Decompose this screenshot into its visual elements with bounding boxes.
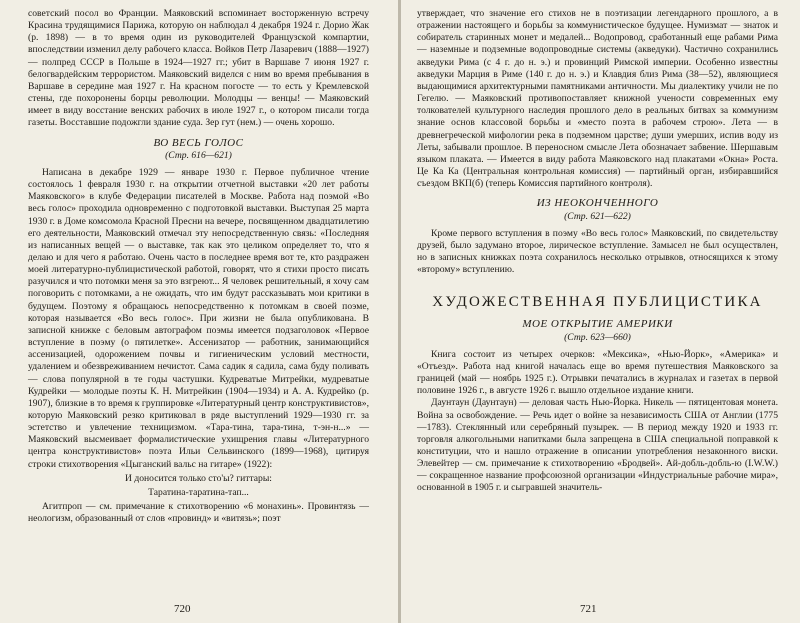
poem-line-2: Таратина-таратина-тап...	[148, 486, 249, 498]
left-paragraph-bottom: Агитпроп — см. примечание к стихотворению «6 монахинь». Провинтязь — неологизм, образованный от слов «провинд» и «витязь»; поэт	[28, 501, 369, 525]
section-pages-ref-right: (Стр. 621—622)	[564, 210, 631, 222]
section-title-vo-ves-golos: ВО ВЕСЬ ГОЛОС	[153, 136, 244, 149]
right-page	[401, 0, 800, 623]
subsection-pages-ref: (Стр. 623—660)	[564, 331, 631, 343]
page-number-left: 720	[174, 603, 191, 615]
subsection-title: МОЕ ОТКРЫТИЕ АМЕРИКИ	[522, 318, 673, 331]
left-paragraph-top: советский посол во Франции. Маяковский вспоминает восторженную встречу Красина трудящимися Парижа, которую он наблюдал 4 декабря 1924 г. Дорио Жак (р. 1898) — в то время один из руководителей Французской компартии, впоследствии изменил делу рабочего класса. Войков Петр Лазаревич (1888—1927) — полпред СССР в Польше в 1924—1927 гг.; убит в Варшаве 7 июня 1927 г. белогвардейским террористом. Маяковский виделся с ним во время пребывания в Варшаве в середине мая 1927 г. На красном погосте — то есть у Кремлевской стены, где похоронены борцы революции. Молодцы — венцы! — Маяковский имеет в виду восстание венских рабочих в июле 1927 г., о котором писали тогда газеты. Восставшие подожгли здание суда. Зер гут (нем.) — очень хорошо.	[28, 8, 369, 129]
paragraph-book: Книга состоит из четырех очерков: «Мексика», «Нью-Йорк», «Америка» и «Отъезд». Работа над книгой началась еще во время путешествия Маяковского за границей (май — ноябрь 1925 г.). Отрывки печатались в журналах и газетах в первой половине 1926 г., в августе 1926 г. вышло отдельное издание книги.	[417, 348, 778, 397]
paragraph-unfinished: Кроме первого вступления в поэму «Во весь голос» Маяковский, по свидетельству друзей, было задумано второе, лирическое вступление. Замысел не был осуществлен, но в записных книжках поэта сохранилось несколько отрывков, относящихся к этому «второму» вступлению.	[417, 227, 778, 276]
left-page-text	[28, 8, 369, 525]
section-pages-ref: (Стр. 616—621)	[165, 149, 232, 161]
right-paragraph-top: утверждает, что значение его стихов не в поэтизации легендарного прошлого, а в отражении настоящего и борьбы за коммунистическое будущее. Нумизмат — знаток и собиратель старинных монет и медалей... Водопровод, сработанный еще рабами Рима — наземные и подземные водопроводные системы (акведуки). Частично сохранились акведуки Рима (с 4 г. до н. э.) и провинций Римской империи. Особенно известны акведуки Марция в Риме (140 г. до н. э.) и Клавдия близ Рима (38—52), являющиеся выдающимися архитектурными памятниками античности. Мы диалектику учили не по Гегелю. — Маяковский противопоставляет книжной учености современных ему толкователей культурного наследия прошлого дело в реальных битвах за коммунизм знание основ классовой борьбы и «место поэта в рабочем строю». Лета — в древнегреческой мифологии река в подземном царстве; души умерших, испив воду из Леты, забывали прошлое. В переносном смысле Лета обозначает забвение. Шершавым языком плаката. — Имеется в виду работа Маяковского над плакатами «Окна» Роста. Це Ка Ка (Центральная контрольная комиссия) — партийный орган, избиравшийся съездом ВКП(б) (теперь Комиссия партийного контроля).	[417, 8, 778, 190]
paragraph-downtown: Даунтаун (Даунтаун) — деловая часть Нью-Йорка. Никель — пятицентовая монета. Война за освобождение. — Речь идет о войне за независимость США от Англии (1775—1783). Стеклянный или серебряный пузырек. — В период между 1920 и 1933 гг. торговля алкогольными напитками была запрещена в США специальной поправкой к конституции, что и нашло отражение в описании употребления незаконного виски. Элевейтер — см. примечание к стихотворению «Бродвей». Ай-добль-добль-ю (I.W.W.) — сокращенное название профсоюзной организации «Индустриальные рабочие мира», основанной в 1905 г. и сыгравшей значитель-	[417, 397, 778, 494]
left-page	[0, 0, 398, 623]
poem-line-1: И доносится только сто'ы? гиттары:	[125, 472, 272, 484]
section-title-iz-neokonchennogo: ИЗ НЕОКОНЧЕННОГО	[536, 197, 659, 210]
right-page-text	[417, 8, 778, 495]
page-number-right: 721	[580, 603, 597, 615]
left-paragraph-main: Написана в декабре 1929 — январе 1930 г. Первое публичное чтение состоялось 1 февраля 1930 г. на открытии отчетной выставки «20 лет работы Маяковского» в клубе Федерации писателей в Москве. Работа над поэмой «Во весь голос» проходила одновременно с подготовкой выставки. Выступая 25 марта 1930 г. в Доме комсомола Красной Пресни на вечере, посвященном двадцатилетию его деятельности, Маяковский отмечал эту непосредственную связь: «Последняя из написанных вещей — о выставке, так как это целиком определяет то, что я делаю и для чего я работаю. Очень часто в последнее время вот те, кто раздражен моей литературно-публицистической работой, говорят, что я стихи просто писать разучился и что потомки меня за это взгреют... Я человек решительный, я хочу сам поговорить с потомками, а не ожидать, что им будут рассказывать мои критики в будущем. Поэтому я обращаюсь непосредственно к потомкам в своей поэме, которая называется «Во весь голос». При жизни не была опубликована. В записной книжке с беловым автографом поэмы имеется подзаголовок «Первое вступление в поэму (о пятилетке». Ассенизатор — работник, занимающийся ассенизацией, одорожением почвы и гигиеническим условий местности, удалением и обезвреживанием нечистот. Сама садик я садила, сама буду поливать — слова популярной в те годы частушки. Кудреватые Митрейки, мудреватые Кудрейки — молодые поэты К. Н. Митрейкин (1904—1934) и А. А. Кудрейко (р. 1907), близкие в то время к группировке «Литературный центр конструктивистов», которую Маяковский резко критиковал в ряде выступлений 1929—1930 гг. за эстетство и увлечение техницизмом. «Тара-тина, тара-тина, т-эн-н...» — Маяковский высмеивает формалистические ухищрения главы «Литературного центра конструктивистов» поэта Ильи Сельвинского (1899—1968), цитируя строки стихотворения «Цыганский вальс на гитаре» (1922):	[28, 166, 369, 470]
chapter-heading: ХУДОЖЕСТВЕННАЯ ПУБЛИЦИСТИКА	[432, 294, 763, 311]
